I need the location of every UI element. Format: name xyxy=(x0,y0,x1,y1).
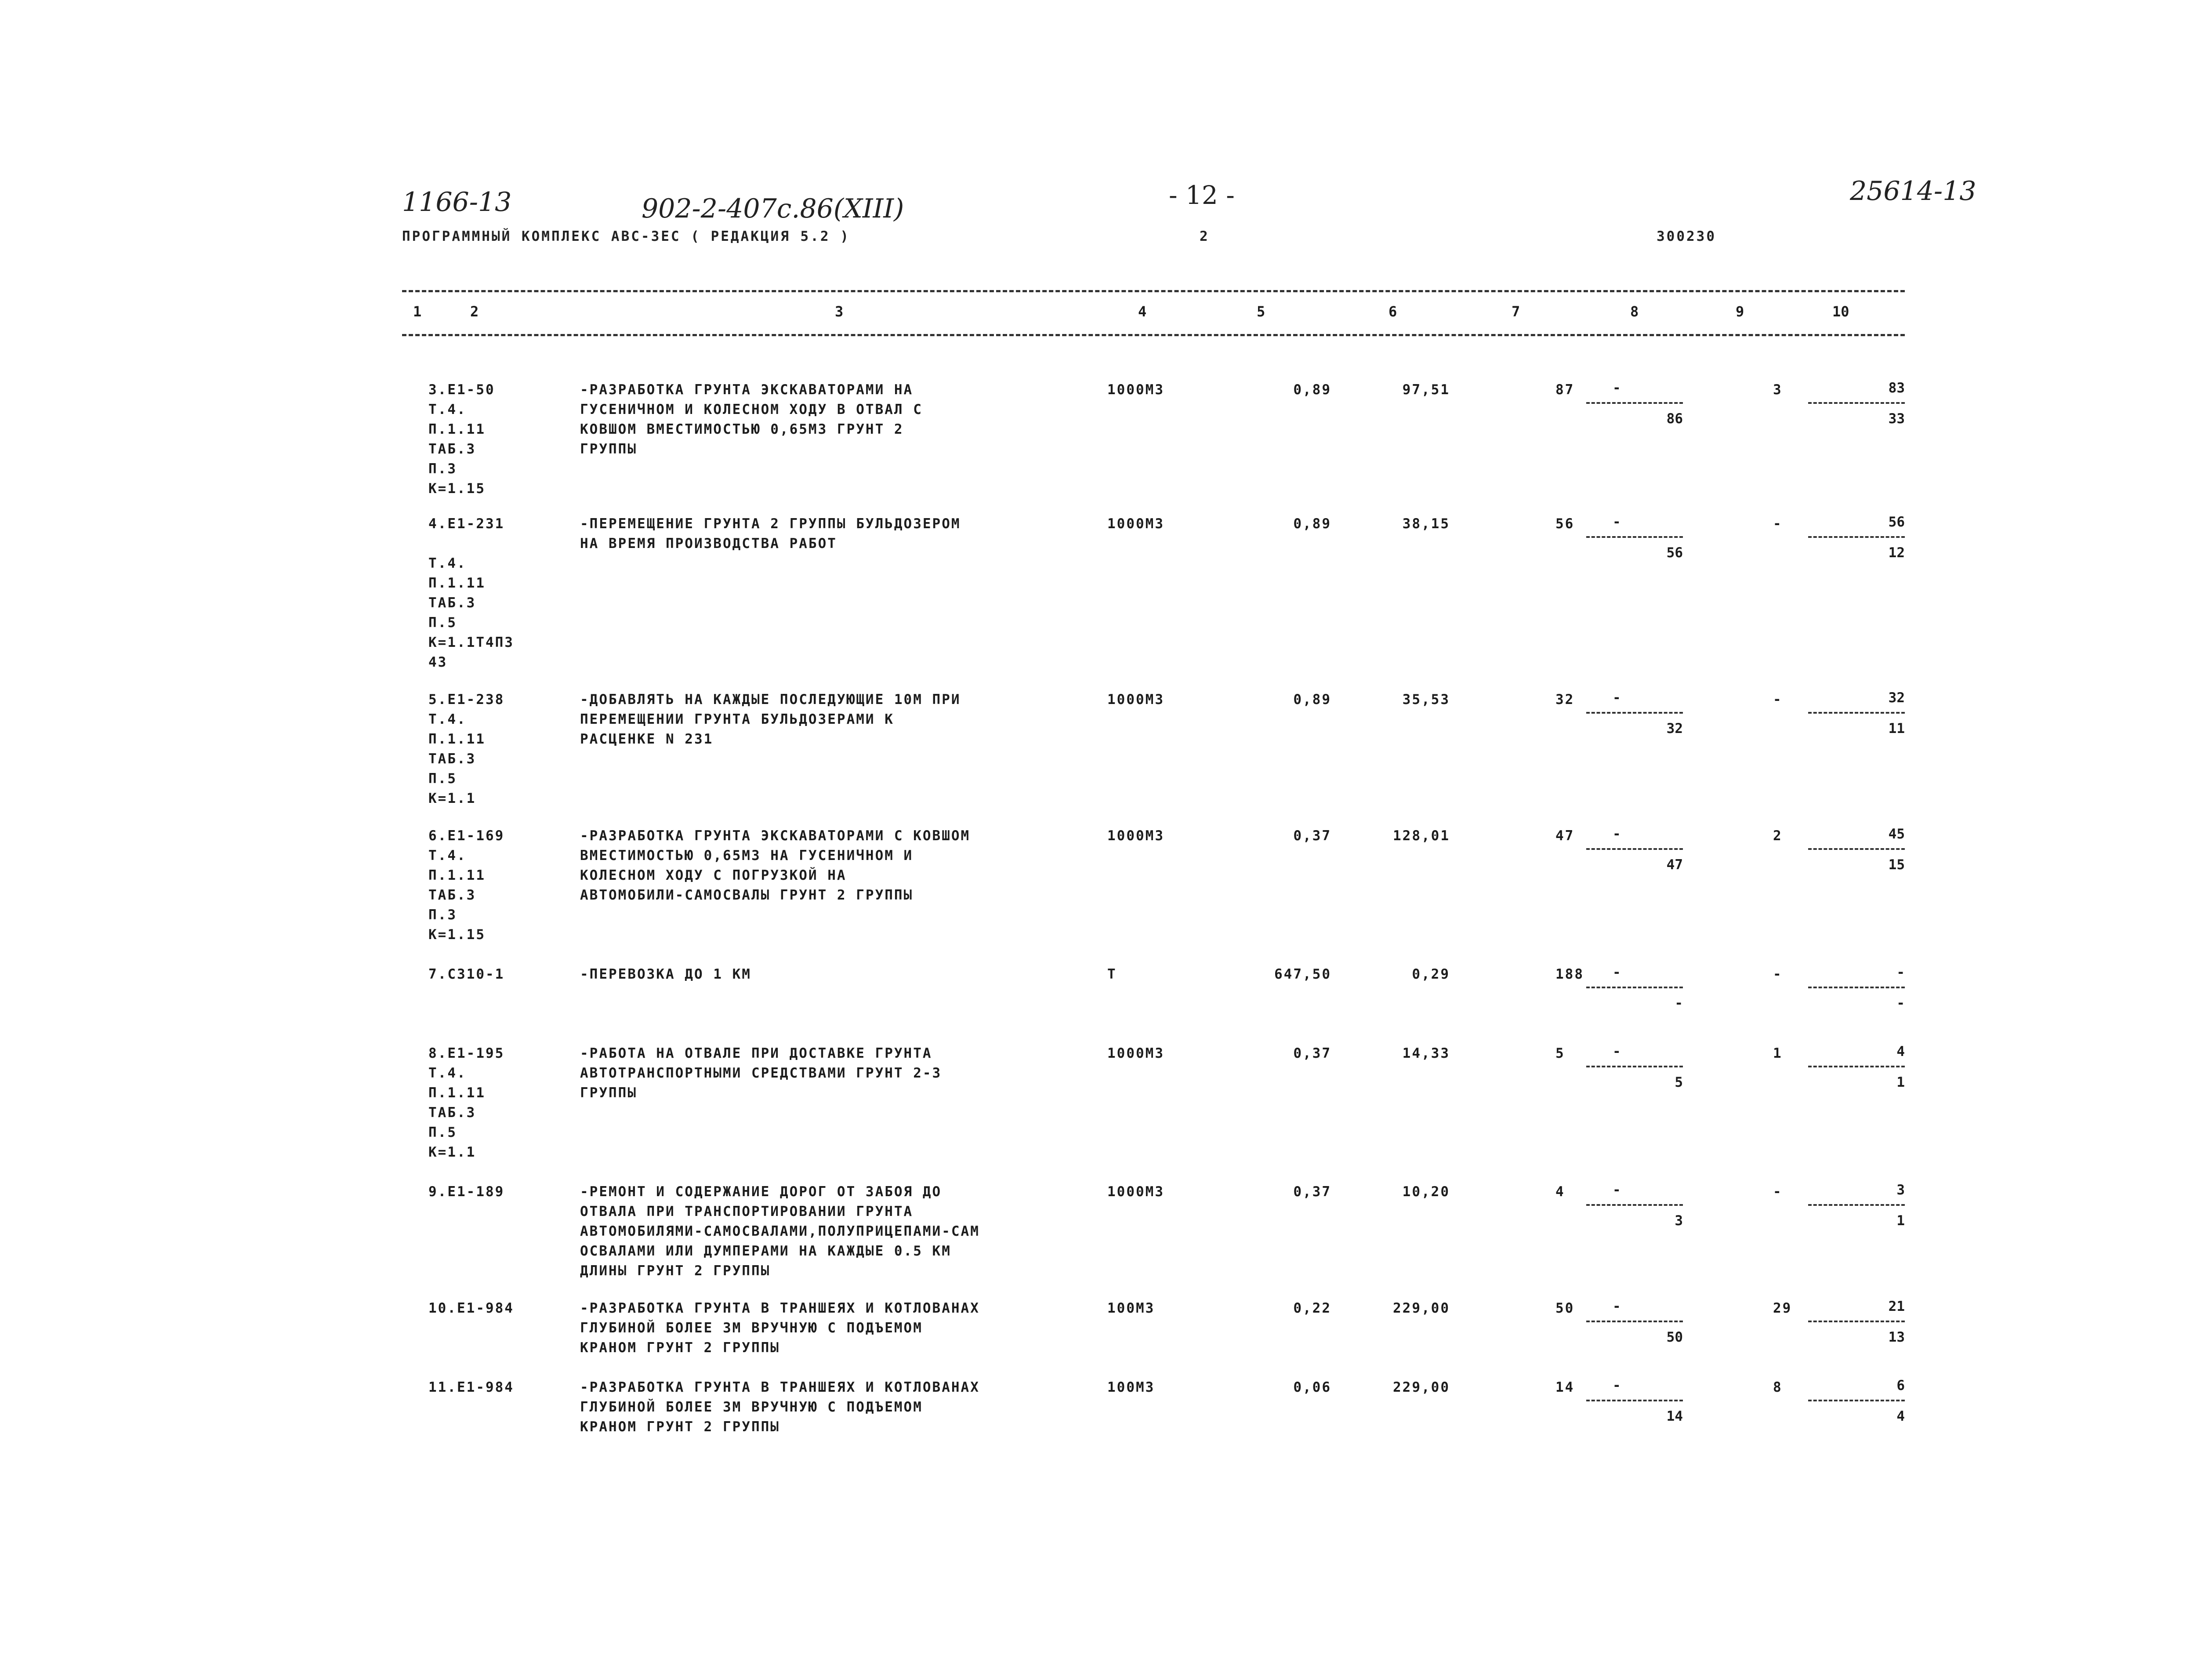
col-header-4: 4 xyxy=(1138,303,1147,320)
col8-fraction xyxy=(1586,690,1683,756)
work-description: -ПЕРЕВОЗКА ДО 1 КМ xyxy=(580,966,751,982)
fraction-bar xyxy=(1808,1204,1905,1206)
col8-fraction xyxy=(1586,380,1683,446)
col-header-6: 6 xyxy=(1389,303,1397,320)
fraction-bar xyxy=(1586,536,1683,538)
col10-top: 45 xyxy=(1888,826,1905,842)
unit: 1000М3 xyxy=(1107,516,1164,532)
col10-fraction xyxy=(1808,690,1905,756)
col-header-7: 7 xyxy=(1512,303,1520,320)
program-title: ПРОГРАММНЫЙ КОМПЛЕКС АВС-3ЕС ( РЕДАКЦИЯ 5.2 ) xyxy=(402,229,850,244)
col8-top: - xyxy=(1613,1378,1621,1393)
col-header-5: 5 xyxy=(1257,303,1265,320)
handwritten-project-code: 902-2-407с.86(XIII) xyxy=(642,193,904,224)
fraction-bar xyxy=(1808,848,1905,850)
col10-bottom: 4 xyxy=(1896,1408,1905,1424)
col8-bottom: 3 xyxy=(1675,1213,1683,1229)
col10-top: 56 xyxy=(1888,514,1905,530)
unit: 1000М3 xyxy=(1107,382,1164,398)
col10-bottom: 13 xyxy=(1888,1329,1905,1345)
col10-fraction xyxy=(1808,1378,1905,1444)
col8-bottom: 50 xyxy=(1666,1329,1683,1345)
quantity: 0,89 xyxy=(1293,692,1331,708)
fraction-bar xyxy=(1808,987,1905,988)
col10-top: 21 xyxy=(1888,1299,1905,1314)
col8-fraction xyxy=(1586,514,1683,580)
col10-fraction xyxy=(1808,1182,1905,1248)
fraction-bar xyxy=(1586,712,1683,714)
unit: 100М3 xyxy=(1107,1300,1155,1316)
col10-bottom: 1 xyxy=(1896,1213,1905,1229)
col9-value: 3 xyxy=(1773,382,1783,398)
col8-top: - xyxy=(1613,1299,1621,1314)
norm-code: 6.Е1-169 Т.4. П.1.11 ТАБ.3 П.3 К=1.15 xyxy=(428,828,505,943)
doc-number: 300230 xyxy=(1657,229,1716,244)
col10-top: 6 xyxy=(1896,1378,1905,1393)
quantity: 0,37 xyxy=(1293,828,1331,844)
handwritten-sheet-code: 1166-13 xyxy=(402,187,512,218)
col8-top: - xyxy=(1613,690,1621,706)
quantity: 0,37 xyxy=(1293,1045,1331,1061)
col8-bottom: 47 xyxy=(1666,857,1683,873)
col9-value: - xyxy=(1773,1184,1783,1200)
col10-fraction xyxy=(1808,514,1905,580)
col10-fraction xyxy=(1808,826,1905,892)
col8-top: - xyxy=(1613,380,1621,396)
col10-fraction xyxy=(1808,965,1905,1030)
col-header-10: 10 xyxy=(1832,303,1849,320)
col10-bottom: - xyxy=(1896,995,1905,1011)
col8-fraction xyxy=(1586,826,1683,892)
quantity: 647,50 xyxy=(1274,966,1331,982)
total-cost: 56 xyxy=(1555,516,1575,532)
norm-code: 7.С310-1 xyxy=(428,966,505,982)
col8-top: - xyxy=(1613,1044,1621,1060)
work-description: -ПЕРЕМЕЩЕНИЕ ГРУНТА 2 ГРУППЫ БУЛЬДОЗЕРОМ НА ВРЕМЯ ПРОИЗВОДСТВА РАБОТ xyxy=(580,516,961,552)
col10-top: 4 xyxy=(1896,1044,1905,1060)
unit-price: 0,29 xyxy=(1412,966,1450,982)
work-description: -РАЗРАБОТКА ГРУНТА ЭКСКАВАТОРАМИ НА ГУСЕНИЧНОМ И КОЛЕСНОМ ХОДУ В ОТВАЛ С КОВШОМ ВМЕСТИМОСТЬЮ 0,65М3 ГРУНТ 2 ГРУППЫ xyxy=(580,382,923,457)
fraction-bar xyxy=(1586,987,1683,988)
handwritten-document-number: 25614-13 xyxy=(1850,176,1976,207)
unit-price: 229,00 xyxy=(1393,1379,1450,1395)
work-description: -РАЗРАБОТКА ГРУНТА ЭКСКАВАТОРАМИ С КОВШОМ ВМЕСТИМОСТЬЮ 0,65М3 НА ГУСЕНИЧНОМ И КОЛЕСНОМ ХОДУ С ПОГРУЗКОЙ НА АВТОМОБИЛИ-САМОСВАЛЫ ГРУНТ 2 ГРУППЫ xyxy=(580,828,971,903)
unit: 1000М3 xyxy=(1107,692,1164,708)
col10-fraction xyxy=(1808,1299,1905,1364)
unit-price: 97,51 xyxy=(1402,382,1450,398)
col10-bottom: 33 xyxy=(1888,411,1905,427)
total-cost: 4 xyxy=(1555,1184,1565,1200)
norm-code: 5.Е1-238 Т.4. П.1.11 ТАБ.3 П.5 К=1.1 xyxy=(428,692,505,806)
unit-price: 35,53 xyxy=(1402,692,1450,708)
col8-bottom: 14 xyxy=(1666,1408,1683,1424)
work-description: -РЕМОНТ И СОДЕРЖАНИЕ ДОРОГ ОТ ЗАБОЯ ДО ОТВАЛА ПРИ ТРАНСПОРТИРОВАНИИ ГРУНТА АВТОМОБИЛЯМИ-САМОСВАЛАМИ,ПОЛУПРИЦЕПАМИ-САМ ОСВАЛАМИ ИЛИ ДУМПЕРАМИ НА КАЖДЫЕ 0.5 КМ ДЛИНЫ ГРУНТ 2 ГРУППЫ xyxy=(580,1184,980,1279)
fraction-bar xyxy=(1808,536,1905,538)
fraction-bar xyxy=(1808,1066,1905,1067)
work-description: -ДОБАВЛЯТЬ НА КАЖДЫЕ ПОСЛЕДУЮЩИЕ 10М ПРИ ПЕРЕМЕЩЕНИИ ГРУНТА БУЛЬДОЗЕРАМИ К РАСЦЕНКЕ N 231 xyxy=(580,692,961,747)
quantity: 0,22 xyxy=(1293,1300,1331,1316)
col9-value: 8 xyxy=(1773,1379,1783,1395)
norm-code: 10.Е1-984 xyxy=(428,1300,514,1316)
unit: Т xyxy=(1107,966,1117,982)
col-header-3: 3 xyxy=(835,303,844,320)
unit-price: 128,01 xyxy=(1393,828,1450,844)
col10-top: 32 xyxy=(1888,690,1905,706)
unit: 100М3 xyxy=(1107,1379,1155,1395)
col8-top: - xyxy=(1613,965,1621,980)
total-cost: 47 xyxy=(1555,828,1575,844)
col10-top: - xyxy=(1896,965,1905,980)
col9-value: 29 xyxy=(1773,1300,1792,1316)
col8-bottom: - xyxy=(1675,995,1683,1011)
handwritten-page-number: - 12 - xyxy=(1169,180,1235,210)
work-description: -РАБОТА НА ОТВАЛЕ ПРИ ДОСТАВКЕ ГРУНТА АВТОТРАНСПОРТНЫМИ СРЕДСТВАМИ ГРУНТ 2-3 ГРУППЫ xyxy=(580,1045,942,1101)
col10-top: 83 xyxy=(1888,380,1905,396)
col8-top: - xyxy=(1613,514,1621,530)
norm-code: 4.Е1-231 Т.4. П.1.11 ТАБ.3 П.5 К=1.1Т4П3 43 xyxy=(428,516,514,670)
col8-fraction xyxy=(1586,1299,1683,1364)
fraction-bar xyxy=(1808,1400,1905,1401)
col-header-2: 2 xyxy=(470,303,479,320)
col8-bottom: 86 xyxy=(1666,411,1683,427)
col9-value: - xyxy=(1773,692,1783,708)
col9-value: 2 xyxy=(1773,828,1783,844)
col10-bottom: 1 xyxy=(1896,1074,1905,1090)
unit-price: 38,15 xyxy=(1402,516,1450,532)
col8-fraction xyxy=(1586,1182,1683,1248)
col-header-9: 9 xyxy=(1736,303,1744,320)
col9-value: - xyxy=(1773,966,1783,982)
col-header-8: 8 xyxy=(1630,303,1639,320)
quantity: 0,89 xyxy=(1293,516,1331,532)
norm-code: 8.Е1-195 Т.4. П.1.11 ТАБ.3 П.5 К=1.1 xyxy=(428,1045,505,1160)
unit-price: 229,00 xyxy=(1393,1300,1450,1316)
col10-bottom: 11 xyxy=(1888,721,1905,737)
total-cost: 32 xyxy=(1555,692,1575,708)
total-cost: 50 xyxy=(1555,1300,1575,1316)
total-cost: 14 xyxy=(1555,1379,1575,1395)
quantity: 0,89 xyxy=(1293,382,1331,398)
unit-price: 10,20 xyxy=(1402,1184,1450,1200)
norm-code: 3.Е1-50 Т.4. П.1.11 ТАБ.3 П.3 К=1.15 xyxy=(428,382,495,497)
col8-fraction xyxy=(1586,965,1683,1030)
unit: 1000М3 xyxy=(1107,1184,1164,1200)
unit: 1000М3 xyxy=(1107,828,1164,844)
quantity: 0,37 xyxy=(1293,1184,1331,1200)
fraction-bar xyxy=(1586,402,1683,404)
col8-bottom: 56 xyxy=(1666,545,1683,561)
fraction-bar xyxy=(1586,1204,1683,1206)
unit: 1000М3 xyxy=(1107,1045,1164,1061)
fraction-bar xyxy=(1586,848,1683,850)
norm-code: 11.Е1-984 xyxy=(428,1379,514,1395)
col9-value: - xyxy=(1773,516,1783,532)
fraction-bar xyxy=(1586,1066,1683,1067)
unit-price: 14,33 xyxy=(1402,1045,1450,1061)
total-cost: 5 xyxy=(1555,1045,1565,1061)
header-bottom-rule xyxy=(402,334,1905,336)
header-top-rule xyxy=(402,290,1905,292)
col10-bottom: 12 xyxy=(1888,545,1905,561)
fraction-bar xyxy=(1586,1321,1683,1322)
col8-top: - xyxy=(1613,826,1621,842)
quantity: 0,06 xyxy=(1293,1379,1331,1395)
fraction-bar xyxy=(1808,402,1905,404)
col8-top: - xyxy=(1613,1182,1621,1198)
col10-top: 3 xyxy=(1896,1182,1905,1198)
col8-fraction xyxy=(1586,1378,1683,1444)
total-cost: 87 xyxy=(1555,382,1575,398)
total-cost: 188 xyxy=(1555,966,1584,982)
work-description: -РАЗРАБОТКА ГРУНТА В ТРАНШЕЯХ И КОТЛОВАНАХ ГЛУБИНОЙ БОЛЕЕ 3М ВРУЧНУЮ С ПОДЪЕМОМ КРАНОМ ГРУНТ 2 ГРУППЫ xyxy=(580,1300,980,1356)
work-description: -РАЗРАБОТКА ГРУНТА В ТРАНШЕЯХ И КОТЛОВАНАХ ГЛУБИНОЙ БОЛЕЕ 3М ВРУЧНУЮ С ПОДЪЕМОМ КРАНОМ ГРУНТ 2 ГРУППЫ xyxy=(580,1379,980,1435)
col-header-1: 1 xyxy=(413,303,422,320)
fraction-bar xyxy=(1808,712,1905,714)
norm-code: 9.Е1-189 xyxy=(428,1184,505,1200)
col10-bottom: 15 xyxy=(1888,857,1905,873)
col8-bottom: 32 xyxy=(1666,721,1683,737)
fraction-bar xyxy=(1586,1400,1683,1401)
fraction-bar xyxy=(1808,1321,1905,1322)
col8-fraction xyxy=(1586,1044,1683,1110)
col10-fraction xyxy=(1808,1044,1905,1110)
col9-value: 1 xyxy=(1773,1045,1783,1061)
col8-bottom: 5 xyxy=(1675,1074,1683,1090)
col10-fraction xyxy=(1808,380,1905,446)
sheet-number: 2 xyxy=(1200,229,1210,244)
